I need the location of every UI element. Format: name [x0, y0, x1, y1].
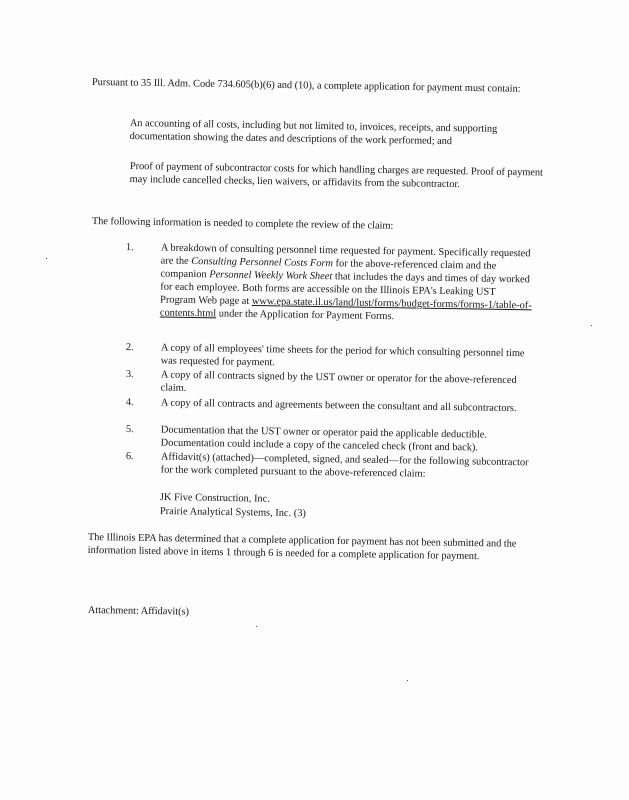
list-item-number: 1.: [125, 241, 134, 254]
scan-speck: [256, 626, 257, 627]
intro-paragraph: Pursuant to 35 Ill. Adm. Code 734.605(b)(6) and (10), a complete application for payment must contain:: [91, 76, 521, 95]
item-1-text-a: A breakdown of consulting personnel time requested for payment. Specifically requested are the: [160, 242, 531, 268]
scan-speck: [407, 680, 408, 681]
conclusion-paragraph: The Illinois EPA has determined that a complete application for payment has not been submitted and the information listed above in items 1 through 6 is needed for a complete application for payment.: [87, 531, 517, 563]
item-1-text-b: for the above-referenced claim and the companion: [160, 258, 497, 281]
list-item-number: 2.: [125, 341, 134, 354]
list-item-number: 6.: [125, 450, 134, 463]
list-item-text: Documentation that the UST owner or operator paid the applicable deductible. Documentation could include a copy of the canceled check (front and back).: [160, 424, 488, 454]
weekly-work-sheet-title: Personnel Weekly Work Sheet: [209, 269, 333, 283]
list-item-number: 5.: [125, 423, 134, 436]
list-item-text: A copy of all contracts signed by the UST owner or operator for the above-referenced claim.: [160, 369, 517, 394]
list-item-number: 4.: [125, 396, 134, 409]
attachment-line: Attachment: Affidavit(s): [87, 604, 190, 618]
item-1-text-d: under the Application for Payment Forms.: [216, 308, 395, 323]
list-item-text: Affidavit(s) (attached)—completed, signed, and sealed—for the following subcontractor for the work completed pursuant to the above-referenced claim:: [160, 451, 529, 480]
item-1-text-c: that includes the days and times of day worked for each employee. Both forms are accessible on the Illinois EPA's Leaking UST Program Web page at: [159, 271, 530, 307]
list-item-text: A copy of all contracts and agreements between the consultant and all subcontractors.: [160, 397, 517, 415]
list-item-text: [160, 242, 533, 326]
consulting-costs-form-title: Consulting Personnel Costs Form: [191, 256, 334, 270]
list-item-number: 3.: [125, 368, 134, 381]
lust-forms-link[interactable]: www.epa.state.il.us/land/lust/forms/budget-forms/forms-1/table-of-contents.html: [159, 295, 532, 320]
subcontractor-name: Prairie Analytical Systems, Inc. (3): [159, 505, 306, 520]
subcontractor-name: JK Five Construction, Inc.: [159, 491, 270, 505]
scan-speck: [591, 325, 592, 326]
requirement-proof-of-payment: Proof of payment of subcontractor costs for which handling charges are requested. Proof of payment may include cancelled checks, lien waivers, or affidavits from the subcontractor.: [129, 160, 543, 191]
list-item-text: A copy of all employees' time sheets for the period for which consulting personnel time was requested for payment.: [160, 342, 525, 369]
following-info-paragraph: The following information is needed to complete the review of the claim:: [91, 215, 394, 232]
requirement-accounting: An accounting of all costs, including but not limited to, invoices, receipts, and supporting documentation showing the dates and descriptions of the work performed; and: [129, 117, 498, 148]
scan-speck: [46, 258, 47, 259]
